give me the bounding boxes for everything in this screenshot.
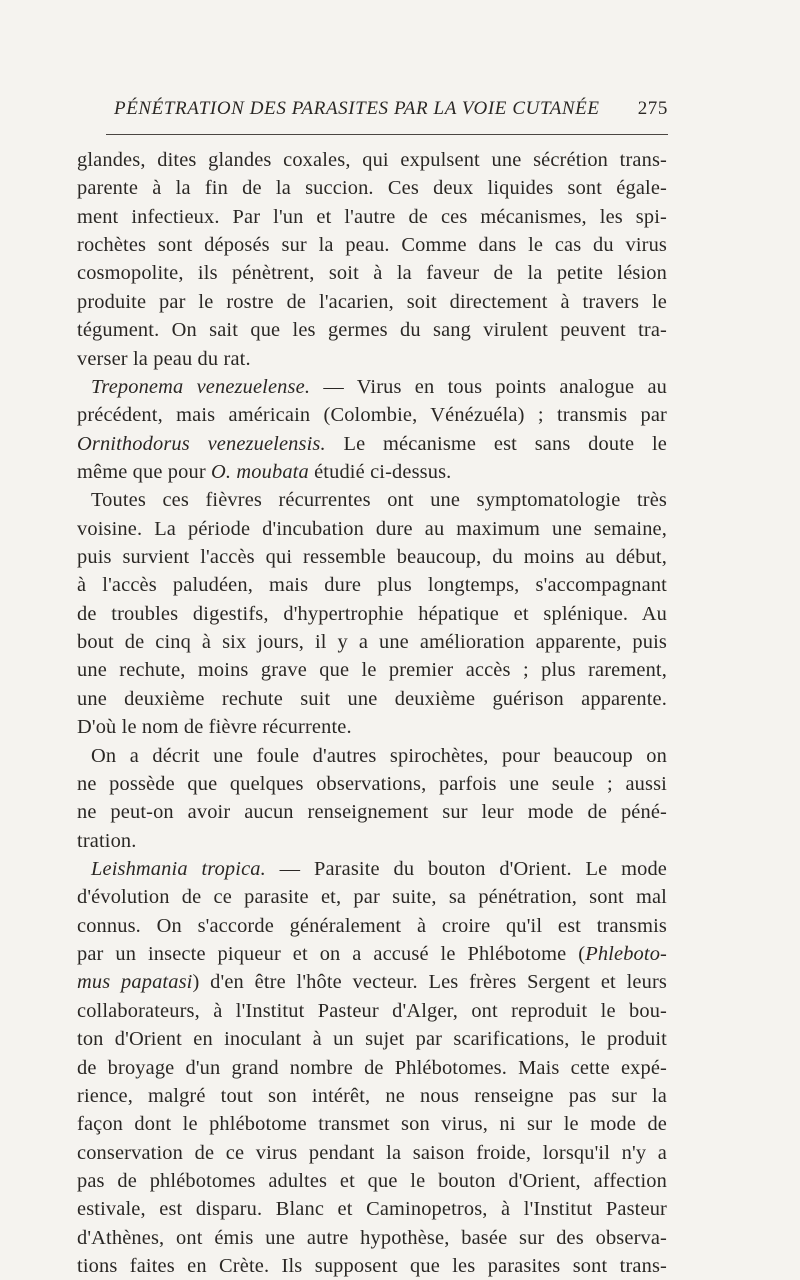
species-name: Leishmania tropica. [91,857,266,880]
species-name: Treponema venezuelense. [91,375,311,398]
text-line: produite par le rostre de l'acarien, soit directement à travers le [77,290,667,313]
body-text [77,146,667,1280]
running-title: PÉNÉTRATION DES PARASITES PAR LA VOIE CUTANÉE [114,98,600,119]
header-rule [106,134,668,135]
text-span: même que pour [77,460,206,483]
species-name: mus papatasi [77,971,193,994]
text-line: estivale, est disparu. Blanc et Caminopetros, à l'Institut Pasteur [77,1198,667,1221]
text-line: tions faites en Crète. Ils supposent que les parasites sont trans- [77,1255,667,1278]
text-line: parente à la fin de la succion. Ces deux liquides sont égale- [77,177,667,200]
text-span: — Parasite du bouton d'Orient. Le mode [279,857,667,880]
text-line [77,458,667,486]
text-line: On a décrit une foule d'autres spirochètes, pour beaucoup on [91,744,667,767]
text-line: puis survient l'accès qui ressemble beaucoup, du moins au début, [77,546,667,569]
text-line: tration. [77,829,137,852]
text-line: rience, malgré tout son intérêt, ne nous renseigne pas sur la [77,1084,667,1107]
text-line: une deuxième rechute suit une deuxième guérison apparente. [77,687,667,710]
text-line: bout de cinq à six jours, il y a une amélioration apparente, puis [77,631,667,654]
text-line: ne peut-on avoir aucun renseignement sur leur mode de péné- [77,801,667,824]
text-line: verser la peau du rat. [77,347,251,370]
species-name: O. moubata [211,460,309,483]
text-line: Toutes ces fièvres récurrentes ont une symptomatologie très [91,489,667,512]
text-line: d'Athènes, ont émis une autre hypothèse, basée sur des observa- [77,1226,667,1249]
text-line: glandes, dites glandes coxales, qui expulsent une sécrétion trans- [77,149,667,171]
text-line [77,373,667,401]
species-name: Phleboto- [585,943,667,966]
text-line: connus. On s'accorde généralement à croire qu'il est transmis [77,914,667,937]
text-line: tégument. On sait que les germes du sang virulent peuvent tra- [77,319,667,342]
text-span: ) [192,971,200,994]
text-line: collaborateurs, à l'Institut Pasteur d'Alger, ont reproduit le bou- [77,999,667,1022]
page-number: 275 [637,98,668,119]
text-line: une rechute, moins grave que le premier accès ; plus rarement, [77,659,667,682]
text-line [77,940,667,968]
text-line: pas de phlébotomes adultes et que le bouton d'Orient, affection [77,1169,667,1192]
text-line: à l'accès paludéen, mais dure plus longtemps, s'accompagnant [77,574,667,597]
text-line: de broyage d'un grand nombre de Phlébotomes. Mais cette expé- [77,1056,667,1079]
text-line [77,430,667,458]
text-line: d'évolution de ce parasite et, par suite, sa pénétration, sont mal [77,886,667,909]
text-line: ne possède que quelques observations, parfois une seule ; aussi [77,772,667,795]
species-name: Ornithodorus venezuelensis. [77,432,326,455]
text-span: étudié ci-dessus. [314,460,452,483]
text-line: cosmopolite, ils pénètrent, soit à la faveur de la petite lésion [77,262,667,285]
text-line: de troubles digestifs, d'hypertrophie hépatique et splénique. Au [77,602,667,625]
text-line: précédent, mais américain (Colombie, Vénézuéla) ; transmis par [77,404,667,427]
text-line: D'où le nom de fièvre récurrente. [77,716,352,739]
text-span: — Virus en tous points analogue au [323,375,667,398]
text-line [77,968,667,996]
text-line: ment infectieux. Par l'un et l'autre de ces mécanismes, les spi- [77,205,667,228]
text-line: rochètes sont déposés sur la peau. Comme dans le cas du virus [77,234,667,257]
text-line: ton d'Orient en inoculant à un sujet par scarifications, le produit [77,1028,667,1051]
text-span: Le mécanisme est sans doute le [343,432,667,455]
text-span: par un insecte piqueur et on a accusé le Phlébotome ( [77,943,586,966]
text-span: d'en être l'hôte vecteur. Les frères Sergent et leurs [210,971,667,994]
text-line: façon dont le phlébotome transmet son virus, ni sur le mode de [77,1113,667,1136]
text-line: conservation de ce virus pendant la saison froide, lorsqu'il n'y a [77,1141,667,1164]
text-line [77,855,667,883]
text-line: voisine. La période d'incubation dure au maximum une semaine, [77,517,667,540]
